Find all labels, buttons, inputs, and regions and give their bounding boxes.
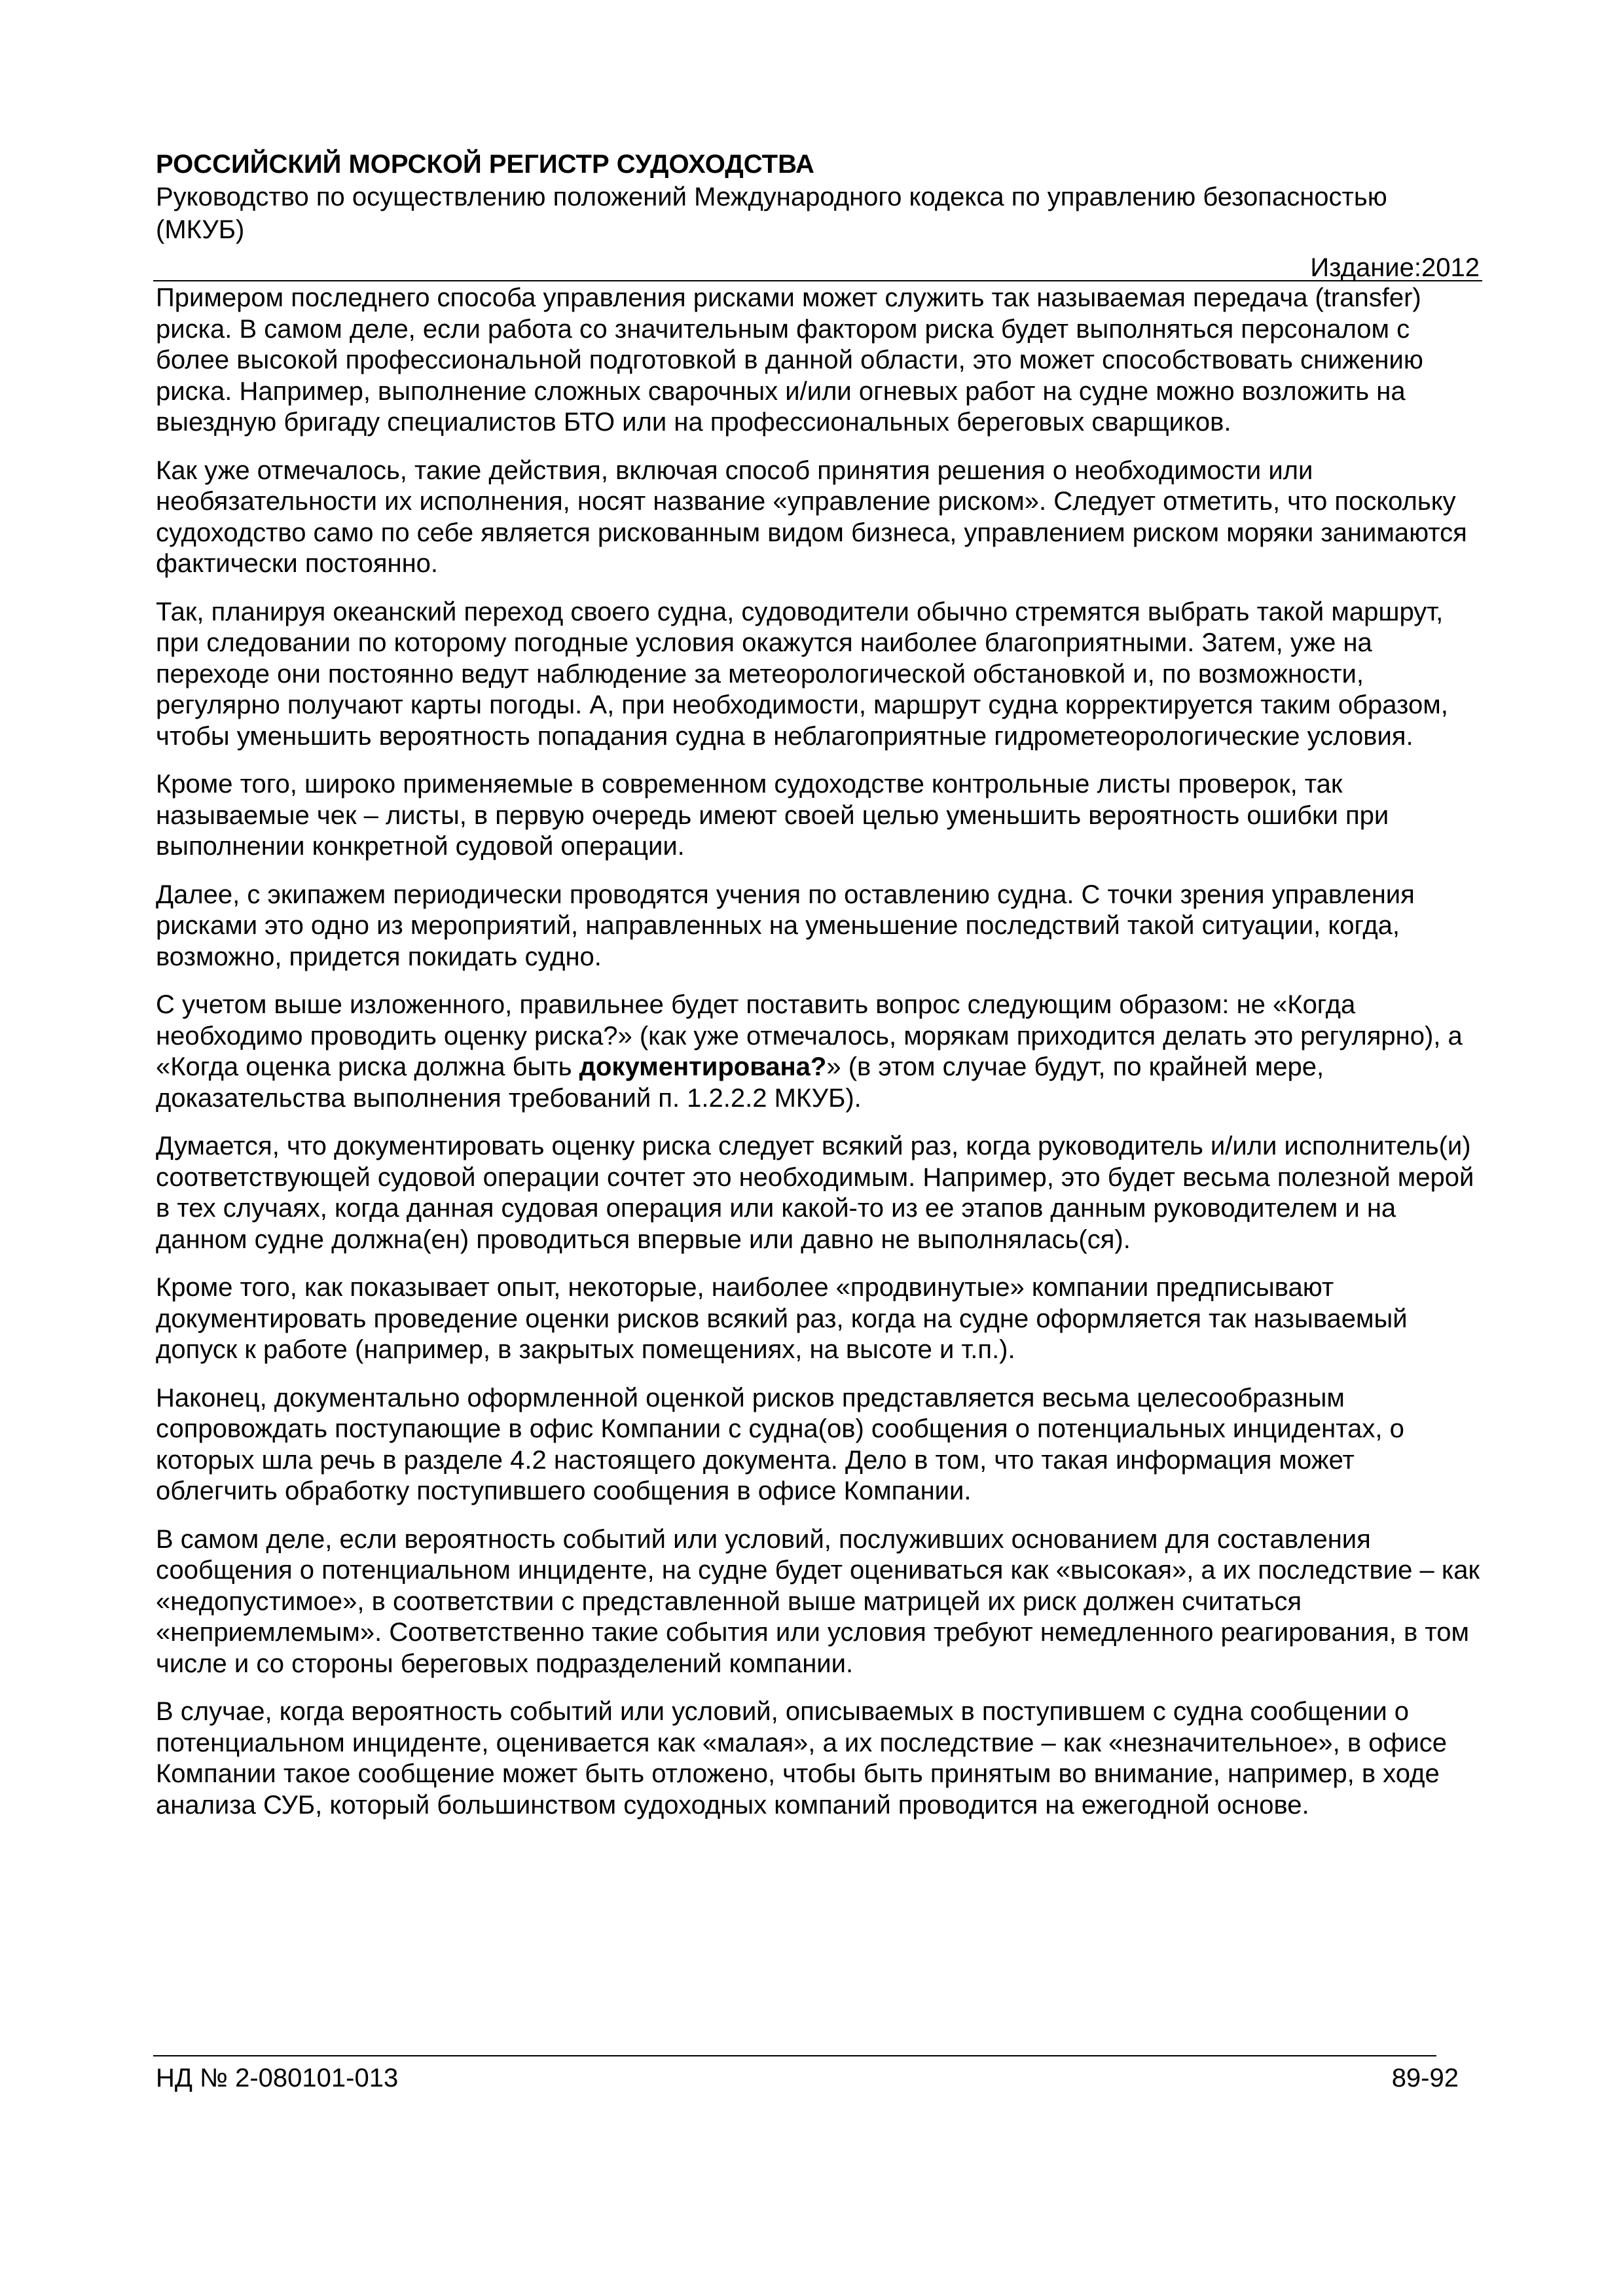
- page-header: [156, 148, 1480, 284]
- paragraph-1: Примером последнего способа управления рисками может служить так называемая передача (transfer) риска. В самом деле, если работа со значительным фактором риска будет выполняться персоналом с более высокой профессиональной подготовкой в данной области, это может способствовать снижению риска. Например, выполнение сложных сварочных и/или огневых работ на судне можно возложить на выездную бригаду специалистов БТО или на профессиональных береговых сварщиков.: [156, 283, 1423, 437]
- paragraph-6-text-end: » (в этом случае будут, по крайней мере, доказательства выполнения требований п. 1.2.2.2 МКУБ).: [156, 1052, 1324, 1113]
- page-number: 89-92: [1391, 2064, 1459, 2092]
- paragraph-2: Как уже отмечалось, такие действия, включая способ принятия решения о необходимости или необязательности их исполнения, носят название «управление риском». Следует отметить, что поскольку судоходство само по себе является рискованным видом бизнеса, управлением риском моряки занимаются фактически постоянно.: [156, 456, 1467, 578]
- paragraph-5: Далее, с экипажем периодически проводятся учения по оставлению судна. С точки зрения управления рисками это одно из мероприятий, направленных на уменьшение последствий такой ситуации, когда, возможно, придется покидать судно.: [156, 880, 1415, 971]
- paragraph-4: Кроме того, широко применяемые в современном судоходстве контрольные листы проверок, так называемые чек – листы, в первую очередь имеют своей целью уменьшить вероятность ошибки при выполнении конкретной судовой операции.: [156, 770, 1389, 861]
- organization-name: РОССИЙСКИЙ МОРСКОЙ РЕГИСТР СУДОХОДСТВА: [156, 150, 814, 179]
- header-divider: [153, 280, 1482, 281]
- paragraph-9: Наконец, документально оформленной оценкой рисков представляется весьма целесообразным сопровождать поступающие в офис Компании с судна(ов) сообщения о потенциальных инцидентах, о которых шла речь в разделе 4.2 настоящего документа. Дело в том, что такая информация может облегчить обработку поступившего сообщения в офисе Компании.: [156, 1383, 1404, 1505]
- paragraph-6: [156, 990, 1480, 1114]
- footer-divider: [153, 2055, 1436, 2056]
- paragraph-8: Кроме того, как показывает опыт, некоторые, наиболее «продвинутые» компании предписывают документировать проведение оценки рисков всякий раз, когда на судне оформляется так называемый допуск к работе (например, в закрытых помещениях, на высоте и т.п.).: [156, 1273, 1408, 1364]
- paragraph-6-text-start: С учетом выше изложенного, правильнее будет поставить вопрос следующим образом: не «Когда необходимо проводить оценку риска?» (как уже отмечалось, морякам приходится делать это регулярно), а «Когда оценка риска должна быть: [156, 990, 1463, 1081]
- document-number: НД № 2-080101-013: [156, 2064, 399, 2092]
- paragraph-10: В самом деле, если вероятность событий или условий, послуживших основанием для составления сообщения о потенциальном инциденте, на судне будет оцениваться как «высокая», а их последствие – как «недопустимое», в соответствии с представленной выше матрицей их риск должен считаться «неприемлемым». Соответственно такие события или условия требуют немедленного реагирования, в том числе и со стороны береговых подразделений компании.: [156, 1524, 1480, 1678]
- paragraph-6-bold-text: документирована?: [579, 1052, 827, 1081]
- paragraph-3: Так, планируя океанский переход своего судна, судоводители обычно стремятся выбрать такой маршрут, при следовании по которому погодные условия окажутся наиболее благоприятными. Затем, уже на переходе они постоянно ведут наблюдение за метеорологической обстановкой и, по возможности, регулярно получают карты погоды. А, при необходимости, маршрут судна корректируется таким образом, чтобы уменьшить вероятность попадания судна в неблагоприятные гидрометеорологические условия.: [156, 597, 1448, 751]
- paragraph-11: В случае, когда вероятность событий или условий, описываемых в поступившем с судна сообщении о потенциальном инциденте, оценивается как «малая», а их последствие – как «незначительное», в офисе Компании такое сообщение может быть отложено, чтобы быть принятым во внимание, например, в ходе анализа СУБ, который большинством судоходных компаний проводится на ежегодной основе.: [156, 1697, 1447, 1820]
- document-body: [156, 283, 1480, 1838]
- document-title: Руководство по осуществлению положений Международного кодекса по управлению безопасностью (МКУБ): [156, 183, 1387, 244]
- paragraph-7: Думается, что документировать оценку риска следует всякий раз, когда руководитель и/или исполнитель(и) соответствующей судовой операции сочтет это необходимым. Например, это будет весьма полезной мерой в тех случаях, когда данная судовая операция или какой-то из ее этапов данным руководителем и на данном судне должна(ен) проводиться впервые или давно не выполнялась(ся).: [156, 1132, 1474, 1254]
- edition-label: Издание:2012: [1310, 253, 1480, 282]
